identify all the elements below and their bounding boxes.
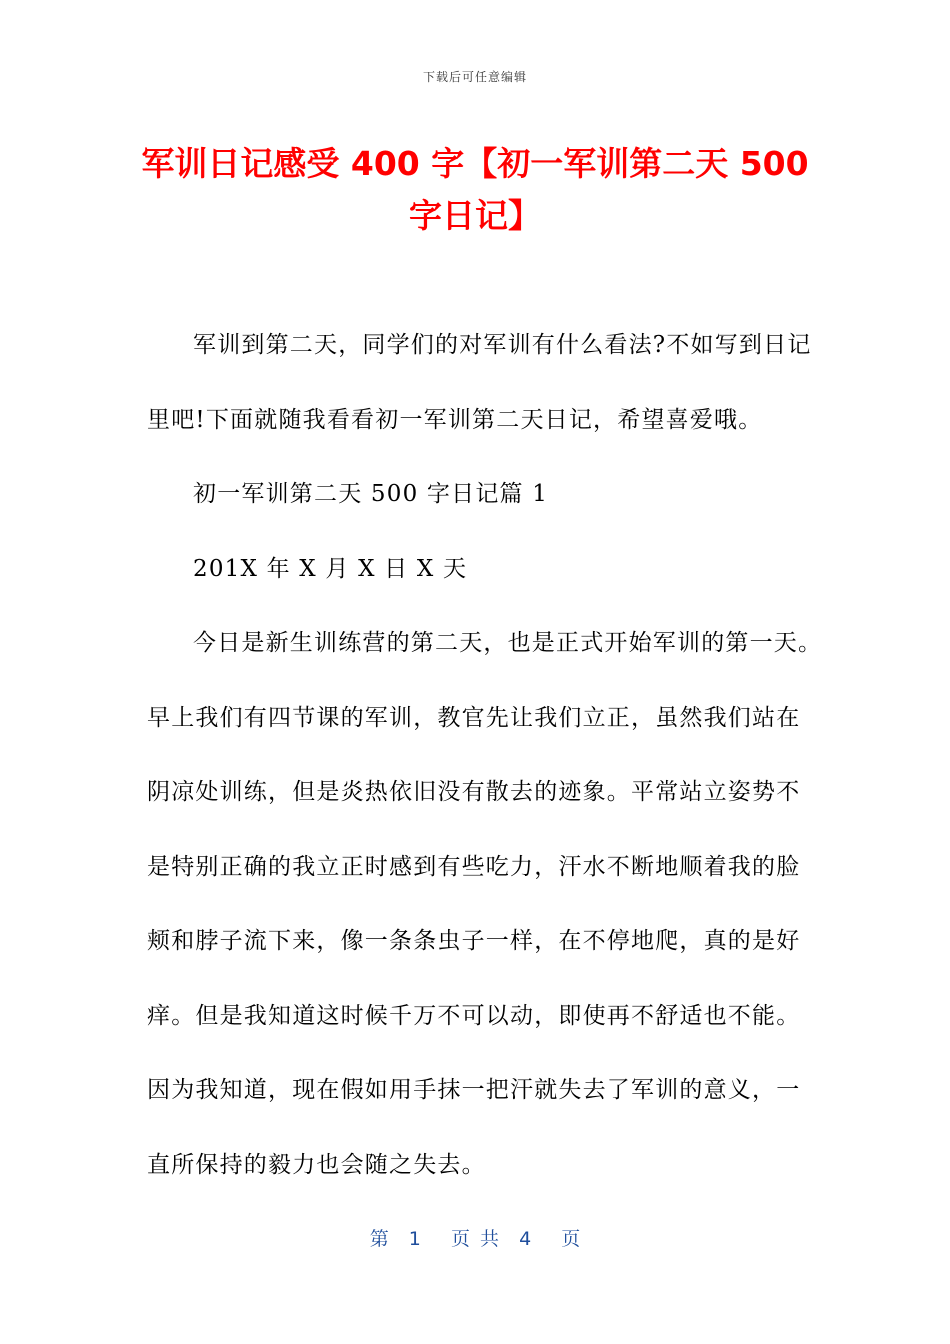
- paragraph-line: 颊和脖子流下来，像一条条虫子一样，在不停地爬，真的是好: [147, 928, 801, 954]
- section-heading: 初一军训第二天 500 字日记篇 1: [193, 481, 549, 507]
- page-footer: 第 1 页 共 4 页: [369, 1228, 581, 1250]
- title-line-2: 字日记】: [409, 196, 541, 235]
- title-line-1: 军训日记感受 400 字【初一军训第二天 500: [141, 144, 809, 183]
- document-title: [140, 138, 810, 242]
- paragraph-line: 直所保持的毅力也会随之失去。: [147, 1151, 486, 1178]
- paragraph-line: 今日是新生训练营的第二天，也是正式开始军训的第一天。: [193, 630, 823, 656]
- date-line: 201X 年 X 月 X 日 X 天: [193, 555, 468, 582]
- paragraph-line: 因为我知道，现在假如用手抹一把汗就失去了军训的意义，一: [147, 1077, 801, 1103]
- paragraph-line: 里吧!下面就随我看看初一军训第二天日记，希望喜爱哦。: [147, 406, 763, 433]
- paragraph-line: 痒。但是我知道这时候千万不可以动，即使再不舒适也不能。: [147, 1002, 801, 1029]
- paragraph-line: 阴凉处训练，但是炎热依旧没有散去的迹象。平常站立姿势不: [147, 779, 801, 805]
- document-body: [147, 320, 823, 1214]
- paragraph-line: 早上我们有四节课的军训，教官先让我们立正，虽然我们站在: [147, 704, 801, 731]
- header-note: 下载后可任意编辑: [422, 70, 527, 84]
- paragraph-line: 军训到第二天，同学们的对军训有什么看法?不如写到日记: [193, 332, 812, 358]
- paragraph-line: 是特别正确的我立正时感到有些吃力，汗水不断地顺着我的脸: [147, 853, 801, 880]
